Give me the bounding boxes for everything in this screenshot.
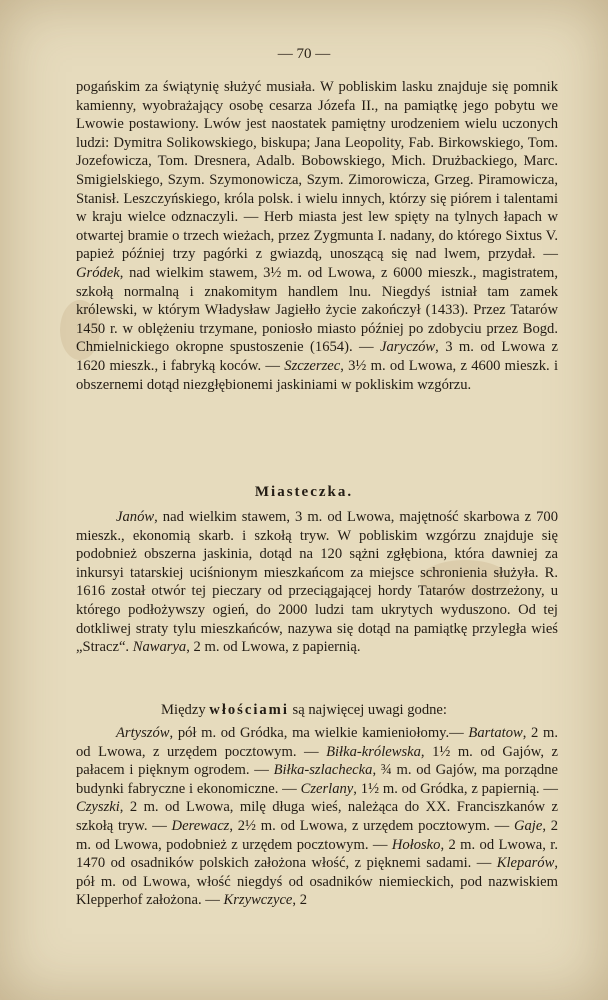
text-run: , 1½ m. od Gajów, z pałacem i pięknym ogrodem. — <box>76 743 559 779</box>
place-name: Gródek <box>76 264 120 281</box>
text-run: , 2 m. od Lwowa, z papiernią. <box>186 639 361 656</box>
subheading-wlosci <box>0 702 608 719</box>
place-name: Artyszów <box>116 725 170 741</box>
paragraph-lwow <box>76 78 558 394</box>
text-run: , 2 m. od Lwowa, z urzędem pocztowym. — <box>76 725 558 760</box>
place-name: Kleparów <box>496 855 555 872</box>
text-run: , 3 m. od Lwowa z 1620 mieszk., i fabryką koców. — <box>76 339 559 374</box>
place-name: Czerlany <box>300 780 354 797</box>
place-name: Biłka-królewska <box>326 743 421 760</box>
paragraph-miasteczka <box>76 508 558 657</box>
paragraph-wlosci <box>76 724 558 910</box>
place-name: Biłka-szlachecka <box>273 762 373 779</box>
place-name: Nawarya <box>132 639 187 656</box>
text-run: , 2 m. od Lwowa, podobnież z urzędem pocztowym. — <box>76 817 559 853</box>
text-run: , pół m. od Lwowa, włość niegdyś od osadników niemieckich, pod nazwiskiem Klepperhof założona. — <box>76 855 558 909</box>
place-name: Krzywczyce <box>223 892 293 909</box>
text-run: , 3½ m. od Lwowa, z 4600 mieszk. i obszernemi dotąd niezgłębionemi jaskiniami w pokliskim wzgórzu. <box>76 357 558 393</box>
text-run: , 2 m. od Lwowa, milę długa wieś, należąca do XX. Franciszkanów z szkołą tryw. — <box>76 799 558 834</box>
subheading-before: Między <box>161 702 210 718</box>
text-run: , nad wielkim stawem, 3 m. od Lwowa, majętność skarbowa z 700 mieszk., ekonomią skarb. i szkołą tryw. W pobliskim wzgórzu znajduje się podobnież obszerna jaskinia, dotąd na 120 sążni zgłębiona, która dawniej za inkursyi tatarskiej uciśnionym mieszkańcom za miejsce schronienia służyła. R. 1616 został otwór tej pieczary od przeciągającej hordy Tatarów dostrzeżony, u którego podłożywszy ogień, do 2000 ludzi tam ukrytych wyduszono. Od tej dotkliwej straty tylu mieszkańców, nazywa się dotąd na pamiątkę przyległa wieś „Stracz“. <box>76 509 558 656</box>
place-name: Szczerzec <box>284 357 341 374</box>
place-name: Janów <box>116 509 155 525</box>
place-name: Derewacz <box>171 817 230 834</box>
section-heading-miasteczka: Miasteczka. <box>254 484 354 500</box>
text-run: , 2½ m. od Lwowa, z urzędem pocztowym. — <box>229 817 514 834</box>
text-run: pogańskim za świątynię służyć musiała. W pobliskim lasku znajduje się pomnik kamienny, wyobrażający osobę cesarza Józefa II., na pamiątkę jego pobytu we Lwowie postawiony. Lwów jest naostatek pamiętny urodzeniem wielu uczonych ludzi: Dymitra Solikowskiego, biskupa; Jana Leopolity, Fab. Birkowskiego, Tom. Jozefowicza, Tom. Dresnera, Adalb. Bobowskiego, Mich. Drużbackiego, Marc. Smigielskiego, Szym. Szymonowicza, Szym. Zimorowicza, Grzeg. Piramowicza, Stanisł. Leszczyńskiego, króla polsk. i wielu innych, którzy się piórem i talentami w kraju wielce odznaczyli. — Herb miasta jest lew spięty na tylnych łapach w otwartej bramie o trzech wieżach, przez Zygmunta I. nadany, do którego Sixtus V. papież później trzy pagórki z gwiazdą, unoszącą się nad lwem, przydał. — <box>76 79 558 263</box>
subheading-after: są najwięcej uwagi godne: <box>288 702 447 718</box>
place-name: Hołosko <box>391 836 441 853</box>
subheading-spaced: włościami <box>209 702 289 718</box>
text-run: , pół m. od Gródka, ma wielkie kamieniołomy.— <box>169 725 469 741</box>
text-run: , ¾ m. od Gajów, ma porządne budynki fabryczne i ekonomiczne. — <box>76 762 558 797</box>
text-run: , 2 <box>292 892 307 909</box>
place-name: Bartatow <box>468 725 523 741</box>
text-run: , 2 m. od Lwowa, r. 1470 od osadników polskich założona włość, z pięknemi sadami. — <box>76 836 558 872</box>
place-name: Czyszki <box>76 799 120 816</box>
place-name: Jaryczów <box>380 339 436 356</box>
text-run: , 1½ m. od Gródka, z papiernią. — <box>353 780 558 797</box>
text-run: , nad wielkim stawem, 3½ m. od Lwowa, z 6000 mieszk., magistratem, szkołą normalną i znakomitym handlem lnu. Niegdyś istniał tam zamek królewski, w którym Władysław Jagiełło życie zakończył (1433). Przez Tatarów 1450 r. w oblężeniu trzymane, poniosło miasto później po zdobyciu przez Bogd. Chmielnickiego okropne spustoszenie (1654). — <box>76 264 558 356</box>
page-number: — 70 — <box>277 46 331 62</box>
place-name: Gaje <box>513 817 543 834</box>
